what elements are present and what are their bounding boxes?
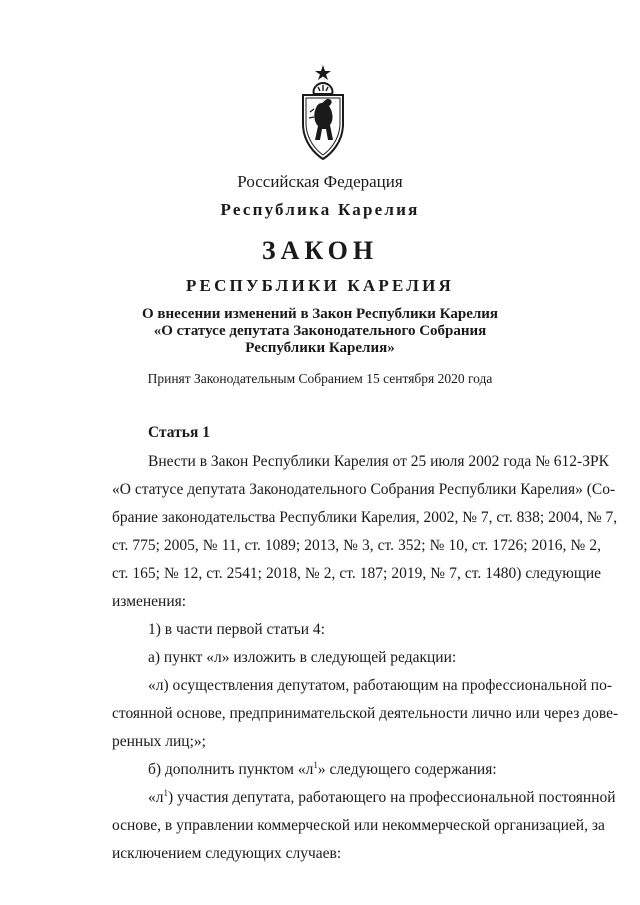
republic-name: Республика Карелия [220,200,420,219]
document-subject-line: Республики Карелия» [245,340,395,356]
body-text-line: а) пункт «л» изложить в следующей редакции: [148,649,457,666]
superscript: 1 [163,788,168,798]
document-issuer: РЕСПУБЛИКИ КАРЕЛИЯ [185,276,455,295]
text-fragment: » следующего содержания: [317,761,497,778]
body-text-line: ст. 165; № 12, ст. 2541; 2018, № 2, ст. 187; 2019, № 7, ст. 1480) следующие [112,565,601,582]
superscript: 1 [313,760,318,770]
body-text-line: «О статусе депутата Законодательного Собрания Республики Карелия» (Со- [112,481,616,498]
body-text-line: ренных лиц;»; [112,733,206,750]
coat-of-arms-emblem [298,62,348,162]
body-text-line: изменения: [112,593,187,610]
body-text-line: Внести в Закон Республики Карелия от 25 июля 2002 года № 612-ЗРК [148,453,609,470]
document-subject-line: «О статусе депутата Законодательного Собрания [153,323,487,339]
body-text-line: брание законодательства Республики Карелия, 2002, № 7, ст. 838; 2004, № 7, [112,509,618,526]
body-text-line: ст. 775; 2005, № 11, ст. 1089; 2013, № 3, ст. 352; № 10, ст. 1726; 2016, № 2, [112,537,601,554]
text-fragment: «л [148,789,164,806]
article-heading: Статья 1 [148,424,210,441]
adoption-note: Принят Законодательным Собранием 15 сентября 2020 года [147,371,493,386]
body-text-line: 1) в части первой статьи 4: [148,621,325,638]
document-subject-line: О внесении изменений в Закон Республики Карелия [141,306,499,322]
document-type: ЗАКОН [261,236,379,265]
country-name: Российская Федерация [237,172,403,191]
body-text-line: исключением следующих случаев: [112,845,342,862]
body-text-line: стоянной основе, предпринимательской деятельности лично или через дове- [112,705,619,722]
body-text-line: «л) осуществления депутатом, работающим на профессиональной по- [148,677,612,694]
text-fragment: ) участия депутата, работающего на профессиональной постоянной [168,789,616,806]
body-text-line [148,760,601,780]
text-fragment: б) дополнить пунктом «л [148,761,314,778]
body-text-line: основе, в управлении коммерческой или некоммерческой организацией, за [112,817,605,834]
body-text-line [148,788,616,808]
